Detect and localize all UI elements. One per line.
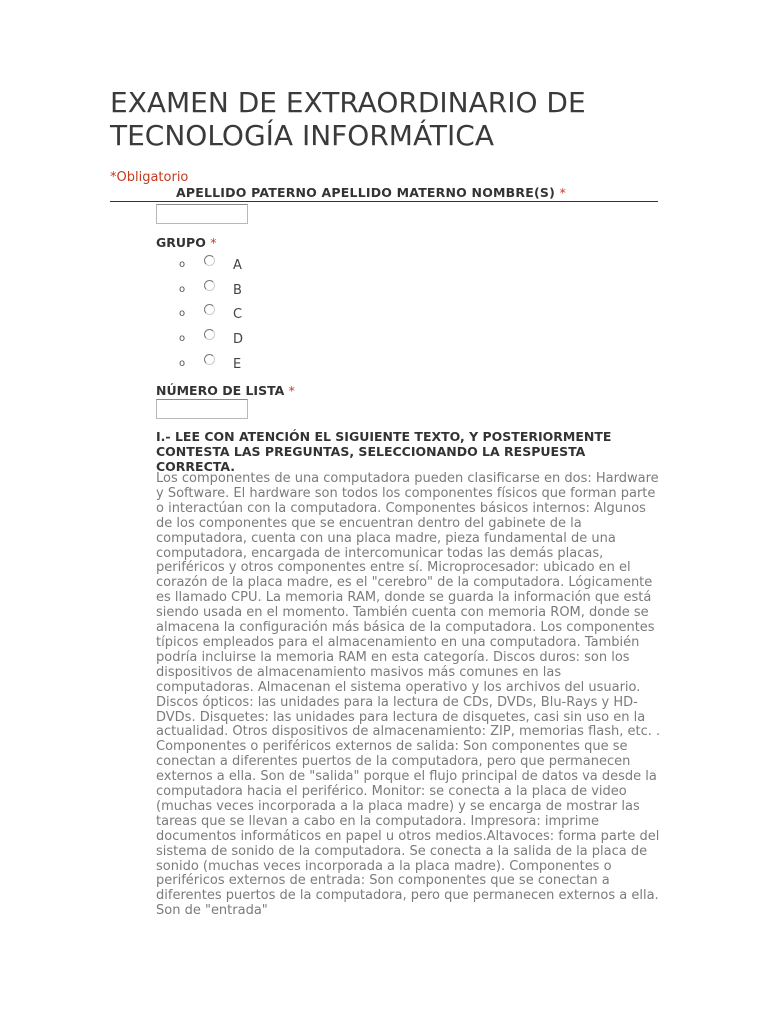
name-input[interactable] xyxy=(156,204,248,224)
group-option-d[interactable] xyxy=(176,326,296,351)
required-marker: * xyxy=(288,383,295,398)
group-option-c[interactable] xyxy=(176,301,296,326)
name-question-text: APELLIDO PATERNO APELLIDO MATERNO NOMBRE(S) xyxy=(176,185,555,200)
required-note: *Obligatorio xyxy=(110,170,189,185)
list-bullet: o xyxy=(179,259,186,270)
option-label-d[interactable]: D xyxy=(233,332,244,348)
radio-button-c[interactable] xyxy=(204,304,215,315)
required-marker: * xyxy=(210,235,217,250)
option-label-b[interactable]: B xyxy=(233,282,242,298)
header-divider xyxy=(110,201,658,202)
section-heading: I.- LEE CON ATENCIÓN EL SIGUIENTE TEXTO, Y POSTERIORMENTE CONTESTA LAS PREGUNTAS, SELECCIONANDO LA RESPUESTA CORRECTA. xyxy=(156,429,612,474)
group-option-e[interactable] xyxy=(176,351,296,376)
list-bullet: o xyxy=(179,283,186,295)
list-number-input[interactable] xyxy=(156,399,248,419)
group-question-label xyxy=(156,235,216,250)
radio-button-d[interactable] xyxy=(204,329,215,340)
option-label-e[interactable]: E xyxy=(233,356,242,372)
list-bullet: o xyxy=(179,333,186,345)
list-bullet: o xyxy=(179,357,186,369)
group-option-b[interactable] xyxy=(176,277,296,302)
radio-button-e[interactable] xyxy=(204,354,215,365)
option-label-c[interactable]: C xyxy=(233,307,243,323)
page-title: EXAMEN DE EXTRAORDINARIO DE TECNOLOGÍA INFORMÁTICA xyxy=(110,86,586,152)
group-question-text: GRUPO xyxy=(156,235,206,250)
option-label-a[interactable]: A xyxy=(233,258,242,273)
required-marker: * xyxy=(559,185,567,200)
reading-text: Los componentes de una computadora pueden clasificarse en dos: Hardware y Software. El hardware son todos los componentes físicos que forman parte o interactúan con la computadora. Componentes básicos internos: Algunos de los componentes que se encuentran dentro del gabinete de la computadora, cuenta con una placa madre, pieza fundamental de una computadora, encargada de intercomunicar todas las demás placas, periféricos y otros componentes entre sí. Microprocesador: ubicado en el corazón de la placa madre, es el "cerebro" de la computadora. Lógicamente es llamado CPU. La memoria RAM, donde se guarda la información que está siendo usada en el momento. También cuenta con memoria ROM, donde se almacena la configuración más básica de la computadora. Los componentes típicos empleados para el almacenamiento en una computadora. También podría incluirse la memoria RAM en esta categoría. Discos duros: son los dispositivos de almacenamiento masivos más comunes en las computadoras. Almacenan el sistema operativo y los archivos del usuario. Discos ópticos: las unidades para la lectura de CDs, DVDs, Blu-Rays y HD-DVDs. Disquetes: las unidades para lectura de disquetes, casi sin uso en la actualidad. Otros dispositivos de almacenamiento: ZIP, memorias flash, etc. . Componentes o periféricos externos de salida: Son componentes que se conectan a diferentes puertos de la computadora, pero que permanecen externos a ella. Son de "salida" porque el flujo principal de datos va desde la computadora hacia el periférico. Monitor: se conecta a la placa de video (muchas veces incorporada a la placa madre) y se encarga de mostrar las tareas que se llevan a cabo en la computadora. Impresora: imprime documentos informáticos en papel u otros medios.Altavoces: forma parte del sistema de sonido de la computadora. Se conecta a la salida de la placa de sonido (muchas veces incorporada a la placa madre). Componentes o periféricos externos de entrada: Son componentes que se conectan a diferentes puertos de la computadora, pero que permanecen externos a ella. Son de "entrada" xyxy=(156,471,661,919)
list-number-question-label xyxy=(156,383,295,398)
list-number-question-text: NÚMERO DE LISTA xyxy=(156,383,285,398)
radio-button-b[interactable] xyxy=(204,280,215,291)
group-options xyxy=(176,252,296,375)
name-question-label xyxy=(176,185,566,200)
list-bullet: o xyxy=(179,308,186,320)
group-option-a[interactable] xyxy=(176,252,296,277)
radio-button-a[interactable] xyxy=(204,255,215,266)
